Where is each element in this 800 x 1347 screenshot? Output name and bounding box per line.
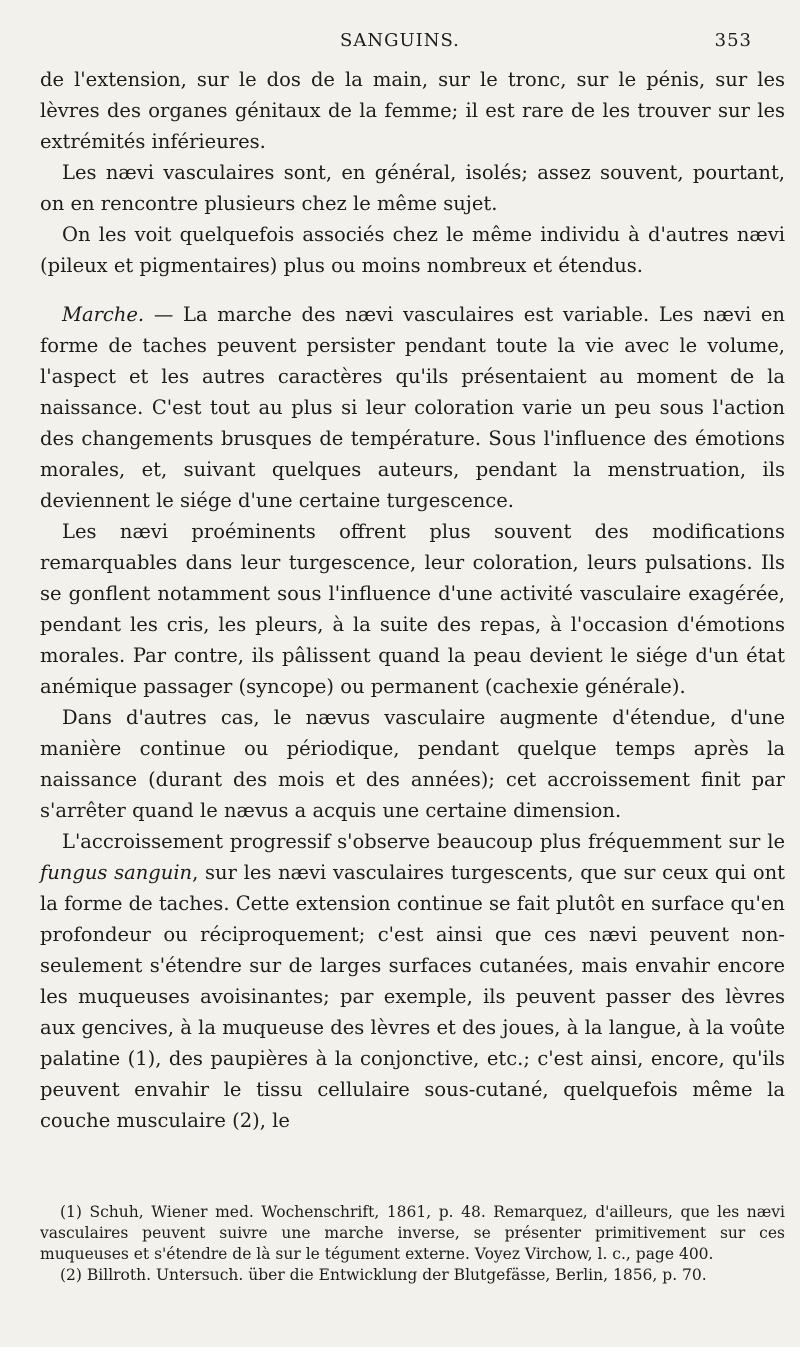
paragraph-1: de l'extension, sur le dos de la main, sur le tronc, sur le pénis, sur les lèvres des organes génitaux de la femme; il est rare de les trouver sur les extrémités inférieures. [40, 68, 785, 153]
page-number: 353 [714, 30, 752, 51]
italic-term: fungus sanguin [40, 861, 193, 884]
page-header [0, 30, 800, 58]
footnote-1: (1) Schuh, Wiener med. Wochenschrift, 1861, p. 48. Remarquez, d'ailleurs, que les nævi vasculaires peuvent suivre une marche inverse, se présenter primitivement sur ces muqueuses et s'étendre de là sur le tégument externe. Voyez Virchow, l. c., page 400. [40, 1203, 785, 1263]
paragraph-marche-text: — La marche des nævi vasculaires est variable. Les nævi en forme de taches peuvent persister pendant toute la vie avec le volume, l'aspect et les autres caractères qu'ils présentaient au moment de la naissance. C'est tout au plus si leur coloration varie un peu sous l'action des changements brusques de température. Sous l'influence des émotions morales, et, suivant quelques auteurs, pendant la menstruation, ils deviennent le siége d'une certaine turgescence. [40, 303, 785, 512]
paragraph-7-part-2: , sur les nævi vasculaires turgescents, que sur ceux qui ont la forme de taches. Cette extension continue se fait plutôt en surface qu'en profondeur ou réciproquement; c'est ainsi que ces nævi peuvent non-seulement s'étendre sur de larges surfaces cutanées, mais envahir encore les muqueuses avoisinantes; par exemple, ils peuvent passer des lèvres aux gencives, à la muqueuse des lèvres et des joues, à la langue, à la voûte palatine (1), des paupières à la conjonctive, etc.; c'est ainsi, encore, qu'ils peuvent envahir le tissu cellulaire sous-cutané, quelquefois même la couche musculaire (2), le [40, 861, 785, 1132]
paragraph-3: On les voit quelquefois associés chez le même individu à d'autres nævi (pileux et pigmentaires) plus ou moins nombreux et étendus. [40, 223, 785, 277]
paragraph-7 [40, 826, 785, 1136]
footnote-2: (2) Billroth. Untersuch. über die Entwicklung der Blutgefässe, Berlin, 1856, p. 70. [60, 1266, 707, 1284]
paragraph-2: Les nævi vasculaires sont, en général, isolés; assez souvent, pourtant, on en rencontre plusieurs chez le même sujet. [40, 161, 785, 215]
paragraph-6: Dans d'autres cas, le nævus vasculaire augmente d'étendue, d'une manière continue ou périodique, pendant quelque temps après la naissance (durant des mois et des années); cet accroissement finit par s'arrêter quand le nævus a acquis une certaine dimension. [40, 706, 785, 822]
main-text [40, 64, 785, 1136]
section-lead: Marche. [62, 303, 145, 326]
paragraph-marche [40, 299, 785, 516]
paragraph-7-part-1: L'accroissement progressif s'observe beaucoup plus fréquemment sur le [62, 830, 785, 853]
footnotes [40, 1202, 785, 1286]
running-title: SANGUINS. [340, 30, 460, 51]
paragraph-5: Les nævi proéminents offrent plus souvent des modifications remarquables dans leur turgescence, leur coloration, leurs pulsations. Ils se gonflent notamment sous l'influence d'une activité vasculaire exagérée, pendant les cris, les pleurs, à la suite des repas, à l'occasion d'émotions morales. Par contre, ils pâlissent quand la peau devient le siége d'un état anémique passager (syncope) ou permanent (cachexie générale). [40, 520, 785, 698]
